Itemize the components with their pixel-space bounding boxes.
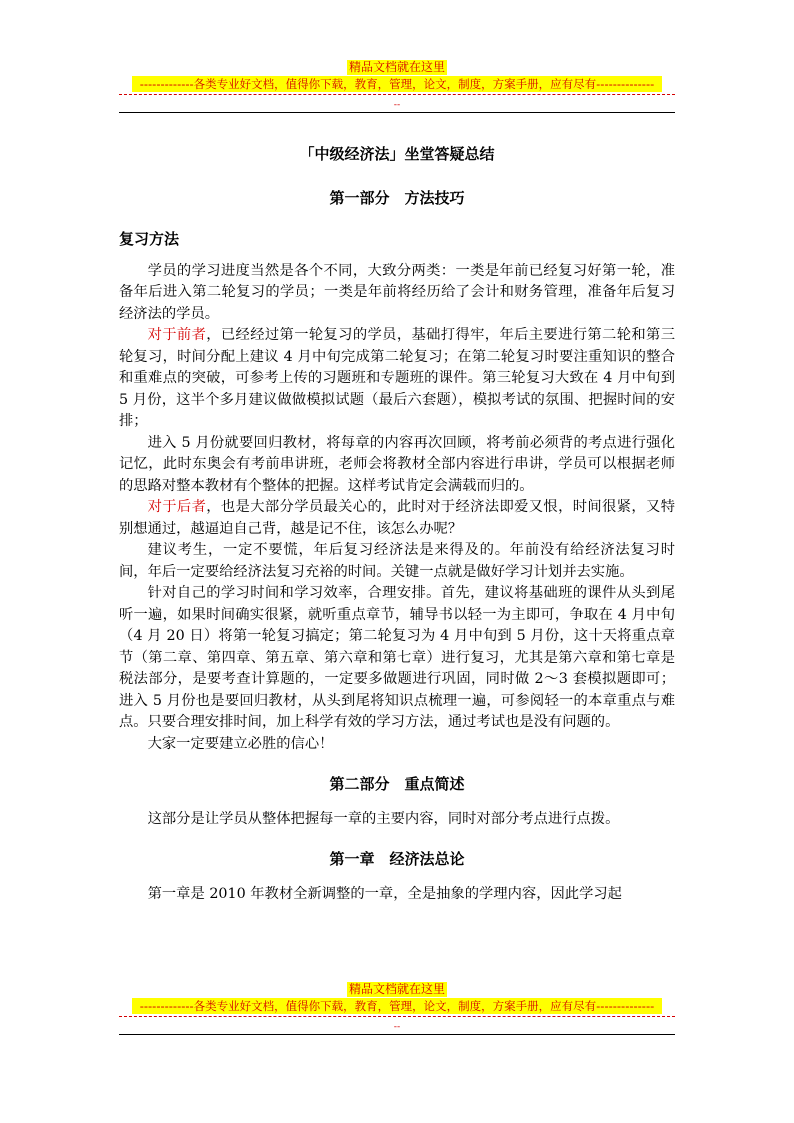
header-banner-mark: -- bbox=[393, 100, 401, 110]
paragraph-text: ，已经经过第一轮复习的学员，基础打得牢，年后主要进行第二轮和第三轮复习，时间分配上建议 4 月中旬完成第二轮复习；在第二轮复习时要注重知识的整合和重难点的突破，可参考上传的习题班和专题班的课件。第三轮复习大致在 4 月中旬到 5 月份，这半个多月建议做做模拟试题（最后六套题），模拟考试的氛围、把握时间的安排； bbox=[119, 327, 675, 429]
paragraph: 针对自己的学习时间和学习效率，合理安排。首先，建议将基础班的课件从头到尾听一遍，如果时间确实很紧，就听重点章节，辅导书以轻一为主即可，争取在 4 月中旬（4 月 20 日）将第一轮复习搞定；第二轮复习为 4 月中旬到 5 月份，这十天将重点章节（第二章、第四章、第五章、第六章和第七章）进行复习，尤其是第六章和第七章是税法部分，是要考查计算题的，一定要多做题进行巩固，同时做 2～3 套模拟题即可；进入 5 月份也是要回归教材，从头到尾将知识点梳理一遍，可参阅轻一的本章重点与难点。只要合理安排时间，加上科学有效的学习方法，通过考试也是没有问题的。 bbox=[119, 585, 675, 730]
document-body bbox=[119, 140, 675, 905]
paragraph: 第一章是 2010 年教材全新调整的一章，全是抽象的学理内容，因此学习起 bbox=[147, 885, 622, 902]
footer-rule bbox=[119, 1034, 675, 1035]
paragraph-text: ，也是大部分学员最关心的，此时对于经济法即爱又恨，时间很紧，又特别想通过，越逼迫自己背，越是记不住，该怎么办呢？ bbox=[119, 499, 675, 537]
footer-banner-title: 精品文档就在这里 bbox=[348, 982, 445, 996]
footer-banner bbox=[0, 978, 794, 1035]
paragraph: 大家一定要建立必胜的信心！ bbox=[147, 735, 334, 752]
document-title: 「中级经济法」坐堂答疑总结 bbox=[299, 145, 495, 163]
paragraph: 建议考生，一定不要慌，年后复习经济法是来得及的。年前没有给经济法复习时间，年后一定要给经济法复习充裕的时间。关键一点就是做好学习计划并去实施。 bbox=[119, 542, 675, 580]
paragraph: 进入 5 月份就要回归教材，将每章的内容再次回顾，将考前必须背的考点进行强化记忆，此时东奥会有考前串讲班，老师会将教材全部内容进行串讲，学员可以根据老师的思路对整本教材有个整体的把握。这样考试肯定会满载而归的。 bbox=[119, 434, 675, 494]
paragraph: 这部分是让学员从整体把握每一章的主要内容，同时对部分考点进行点拨。 bbox=[147, 810, 620, 827]
footer-banner-slogan: -------------各类专业好文档，值得你下载，教育，管理，论文，制度，方案手册，应有尽有-------------- bbox=[132, 998, 662, 1014]
header-rule bbox=[119, 112, 675, 113]
paragraph bbox=[119, 497, 675, 540]
paragraph bbox=[119, 325, 675, 433]
section-review-title: 复习方法 bbox=[119, 230, 180, 248]
header-banner bbox=[0, 56, 794, 113]
highlight-text: 对于前者 bbox=[147, 327, 207, 343]
footer-dashed-rule bbox=[119, 1016, 675, 1017]
header-banner-slogan: -------------各类专业好文档，值得你下载，教育，管理，论文，制度，方案手册，应有尽有-------------- bbox=[132, 76, 662, 92]
part1-title: 第一部分 方法技巧 bbox=[329, 188, 465, 207]
part2-title: 第二部分 重点简述 bbox=[329, 775, 465, 793]
header-banner-title: 精品文档就在这里 bbox=[348, 60, 445, 74]
chapter1-title: 第一章 经济法总论 bbox=[329, 850, 465, 868]
footer-banner-mark: -- bbox=[393, 1022, 401, 1032]
header-dashed-rule bbox=[119, 94, 675, 95]
paragraph: 学员的学习进度当然是各个不同，大致分两类：一类是年前已经复习好第一轮，准备年后进入第二轮复习的学员；一类是年前将经历给了会计和财务管理，准备年后复习经济法的学员。 bbox=[119, 262, 675, 322]
highlight-text: 对于后者 bbox=[147, 499, 207, 515]
